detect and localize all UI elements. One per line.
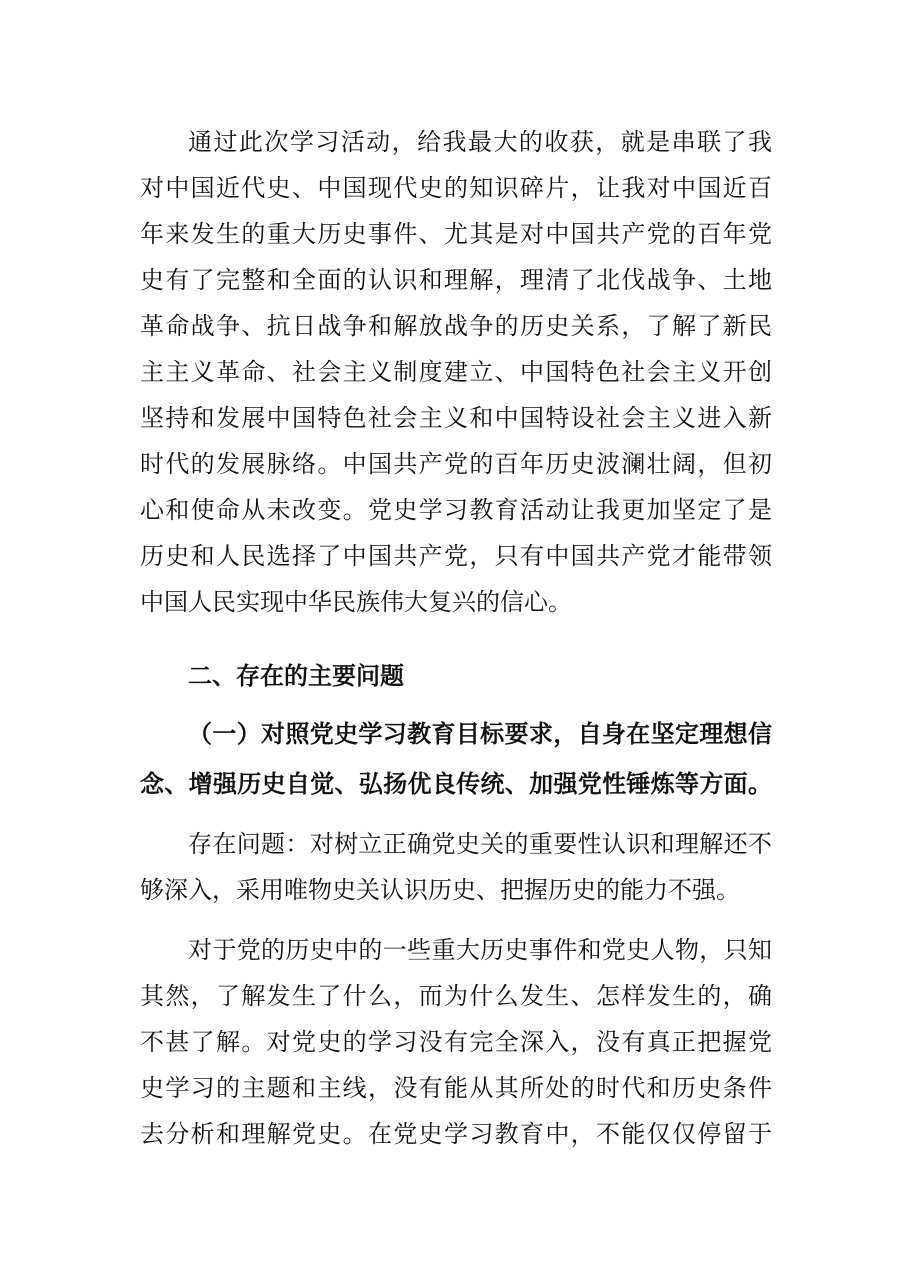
paragraph-3-line-4: 史学习的主题和主线，没有能从其所处的时代和历史条件 — [140, 1074, 772, 1102]
paragraph-1-line-2: 对中国近代史、中国现代史的知识碎片，让我对中国近百 — [140, 174, 772, 202]
paragraph-1-line-6: 主主义革命、社会主义制度建立、中国特色社会主义开创 — [140, 358, 772, 386]
paragraph-1-line-4: 史有了完整和全面的认识和理解，理清了北伐战争、土地 — [140, 266, 772, 294]
subsection-heading-line-1: （一）对照党史学习教育目标要求，自身在坚定理想信 — [188, 719, 772, 748]
paragraph-1-line-5: 革命战争、抗日战争和解放战争的历史关系，了解了新民 — [140, 312, 772, 340]
paragraph-1-line-10: 历史和人民选择了中国共产党，只有中国共产党才能带领 — [140, 542, 772, 570]
paragraph-3-line-5: 去分析和理解党史。在党史学习教育中，不能仅仅停留于 — [140, 1120, 772, 1148]
paragraph-1-line-8: 时代的发展脉络。中国共产党的百年历史波澜壮阔，但初 — [140, 450, 772, 478]
paragraph-2-line-2: 够深入，采用唯物史关认识历史、把握历史的能力不强。 — [140, 876, 740, 904]
paragraph-1-line-7: 坚持和发展中国特色社会主义和中国特设社会主义进入新 — [140, 404, 772, 432]
paragraph-3-line-1: 对于党的历史中的一些重大历史事件和党史人物，只知 — [188, 936, 772, 964]
subsection-heading-line-2: 念、增强历史自觉、弘扬优良传统、加强党性锤炼等方面。 — [140, 769, 772, 798]
paragraph-1-line-11: 中国人民实现中华民族伟大复兴的信心。 — [140, 588, 572, 616]
paragraph-3-line-3: 不甚了解。对党史的学习没有完全深入，没有真正把握党 — [140, 1028, 772, 1056]
paragraph-1-line-1: 通过此次学习活动，给我最大的收获，就是串联了我 — [188, 128, 772, 156]
paragraph-3-line-2: 其然，了解发生了什么，而为什么发生、怎样发生的，确 — [140, 982, 772, 1010]
paragraph-1-line-9: 心和使命从未改变。党史学习教育活动让我更加坚定了是 — [140, 496, 772, 524]
section-heading: 二、存在的主要问题 — [188, 661, 404, 690]
paragraph-1-line-3: 年来发生的重大历史事件、尤其是对中国共产党的百年党 — [140, 220, 772, 248]
paragraph-2-line-1: 存在问题：对树立正确党史关的重要性认识和理解还不 — [188, 830, 772, 858]
